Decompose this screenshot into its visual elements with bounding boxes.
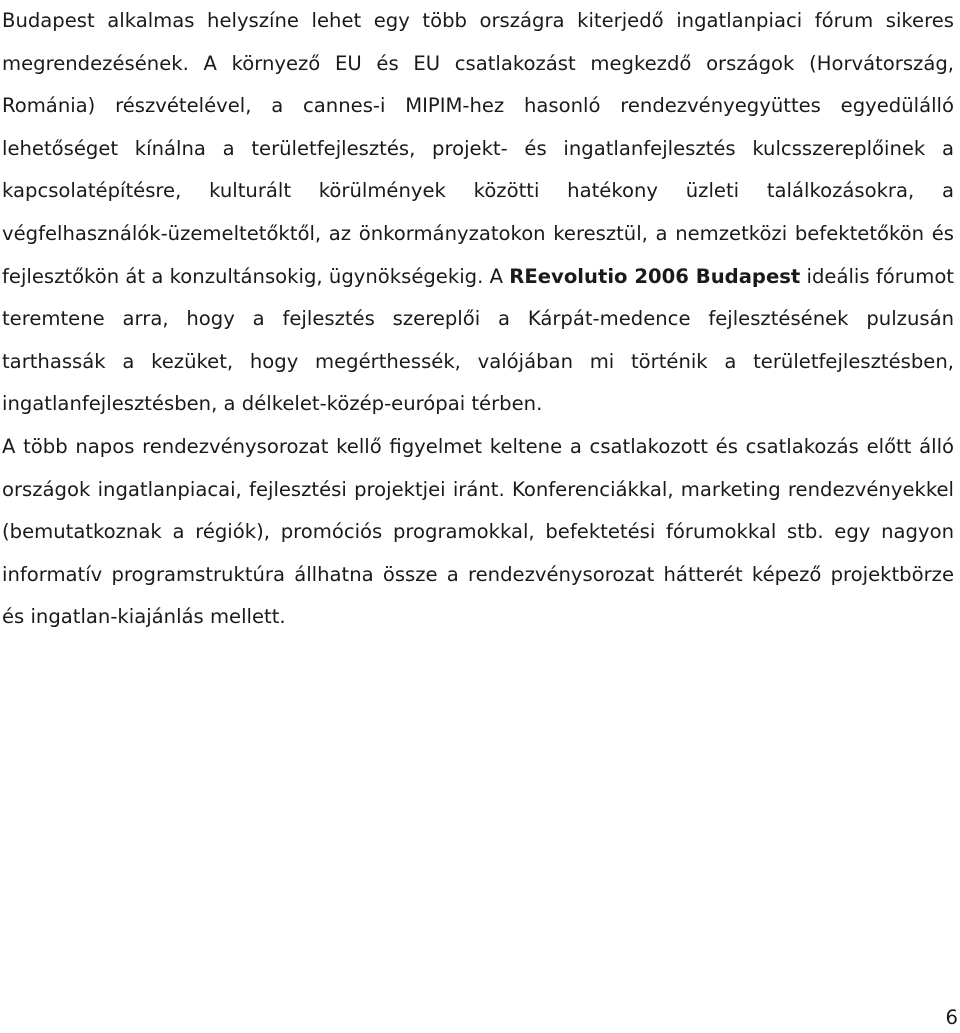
event-name-bold: REevolutio 2006 Budapest [509,264,801,288]
body-text [2,0,954,639]
paragraph-2: A több napos rendezvénysorozat kellő figyelmet keltene a csatlakozott és csatlakozás előtt álló országok ingatlanpiacai, fejlesztési projektjei iránt. Konferenciákkal, marketing rendezvényekkel (bemutatkoznak a régiók), promóciós programokkal, befektetési fórumokkal stb. egy nagyon informatív programstruktúra állhatna össze a rendezvénysorozat hátterét képező projektbörze és ingatlan-kiajánlás mellett. [2,434,954,629]
paragraph-1-text-b: ideális fórumot teremtene arra, hogy a fejlesztés szereplői a Kárpát-medence fejlesztésének pulzusán tarthassák a kezüket, hogy megérthessék, valójában mi történik a területfejlesztésben, ingatlanfejlesztésben, a délkelet-közép-európai térben. [2,264,954,416]
page-number: 6 [945,1006,958,1029]
paragraph-1 [2,0,954,426]
paragraph-1-text-a: Budapest alkalmas helyszíne lehet egy több országra kiterjedő ingatlanpiaci fórum sikeres megrendezésének. A környező EU és EU csatlakozást megkezdő országok (Horvátország, Románia) részvételével, a cannes-i MIPIM-hez hasonló rendezvényegyüttes egyedülálló lehetőséget kínálna a területfejlesztés, projekt- és ingatlanfejlesztés kulcsszereplőinek a kapcsolatépítésre, kulturált körülmények közötti hatékony üzleti találkozásokra, a végfelhasználók-üzemeltetőktől, az önkormányzatokon keresztül, a nemzetközi befektetőkön és fejlesztőkön át a konzultánsokig, ügynökségekig. A [2,9,954,288]
